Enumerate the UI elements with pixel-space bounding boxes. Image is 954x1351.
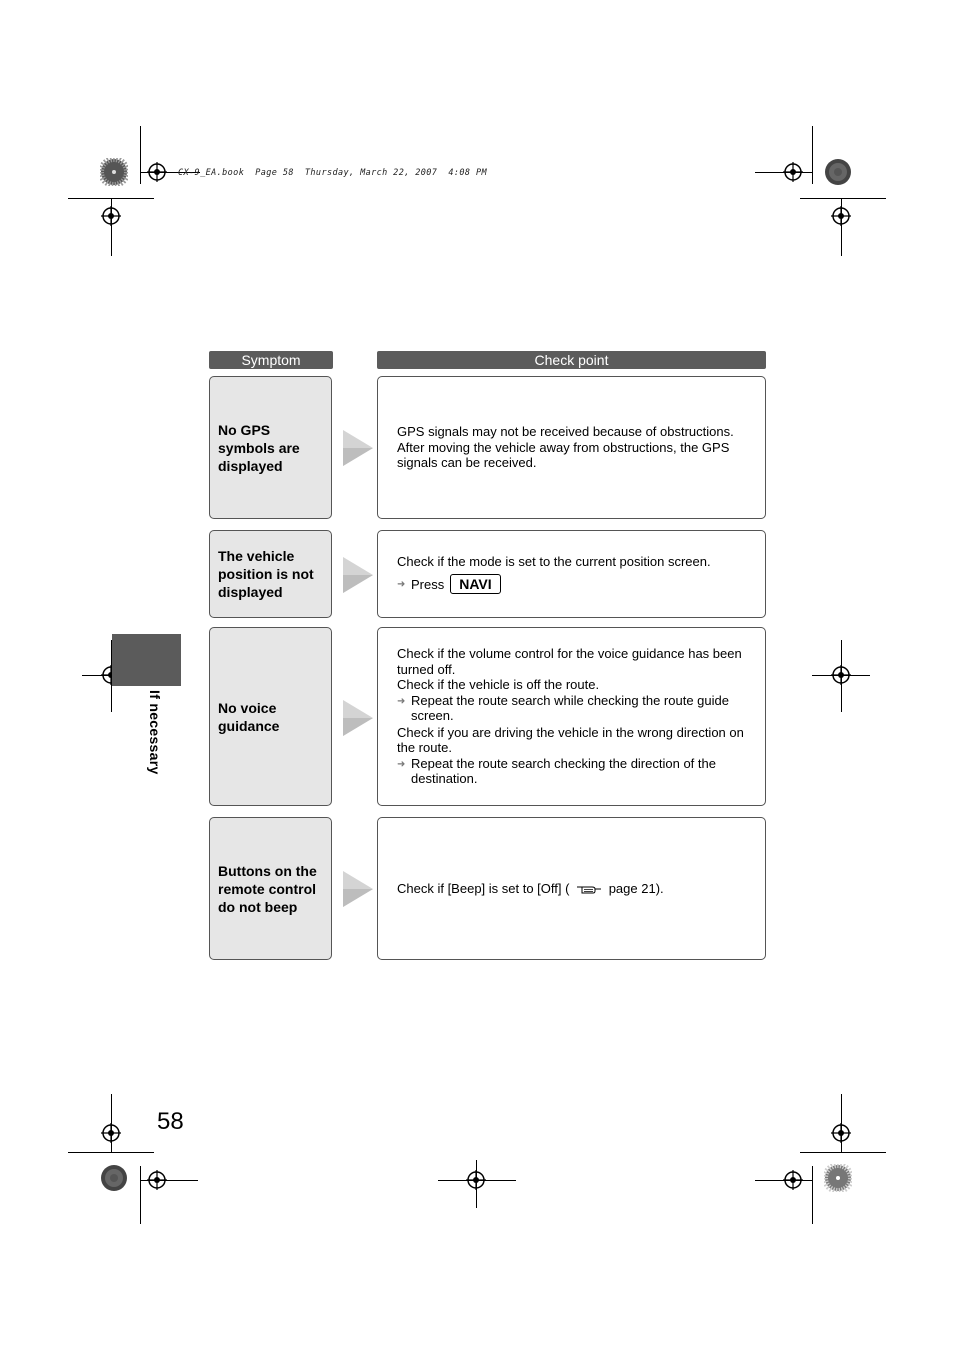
print-info: CX-9_EA.book Page 58 Thursday, March 22, 2007 4:08 PM xyxy=(178,168,487,178)
symptom-header: Symptom xyxy=(209,351,333,369)
symptom-text: No voice guidance xyxy=(218,699,280,734)
crop-line xyxy=(68,1152,154,1153)
action-line xyxy=(397,756,755,787)
check-point-cell xyxy=(377,627,766,806)
triangle-arrow-icon xyxy=(343,430,373,466)
check-text: Check if you are driving the vehicle in the wrong direction on the route. xyxy=(397,724,744,756)
action-line xyxy=(397,693,755,724)
registration-mark-icon xyxy=(141,156,173,188)
crop-line xyxy=(800,198,886,199)
crop-line xyxy=(800,1152,886,1153)
check-point-cell xyxy=(377,817,766,960)
triangle-arrow-icon xyxy=(343,871,373,907)
page-number: 58 xyxy=(157,1108,184,1135)
registration-mark-icon xyxy=(460,1164,492,1196)
check-text: Check if the vehicle is off the route. xyxy=(397,677,600,693)
registration-mark-icon xyxy=(141,1164,173,1196)
right-arrow-icon: ➜ xyxy=(397,758,406,770)
check-text: Check if the volume control for the voice guidance has been turned off. xyxy=(397,646,742,677)
check-point-header: Check point xyxy=(377,351,766,369)
section-label: If necessary xyxy=(147,690,163,775)
check-point-cell xyxy=(377,376,766,519)
starburst-mark-icon xyxy=(824,1164,852,1192)
crop-line xyxy=(812,126,813,184)
press-label: Press xyxy=(411,576,445,592)
section-tab xyxy=(112,634,181,686)
starburst-mark-icon xyxy=(824,158,852,186)
symptom-cell xyxy=(209,817,332,960)
navi-button: NAVI xyxy=(450,574,500,594)
starburst-mark-icon xyxy=(100,1164,128,1192)
symptom-cell xyxy=(209,530,332,618)
registration-mark-icon xyxy=(777,156,809,188)
starburst-mark-icon xyxy=(100,158,128,186)
symptom-cell xyxy=(209,376,332,519)
registration-mark-icon xyxy=(95,200,127,232)
triangle-arrow-icon xyxy=(343,557,373,593)
check-text-after: page 21). xyxy=(608,880,664,896)
press-instruction xyxy=(397,574,755,594)
right-arrow-icon: ➜ xyxy=(397,579,406,590)
right-arrow-icon: ➜ xyxy=(397,695,406,707)
registration-mark-icon xyxy=(825,200,857,232)
action-text: Repeat the route search checking the direction of the destination. xyxy=(411,755,716,787)
registration-mark-icon xyxy=(825,659,857,691)
pointing-hand-icon xyxy=(576,883,602,895)
symptom-text: The vehicle position is not displayed xyxy=(218,548,314,600)
crop-line xyxy=(812,1166,813,1224)
check-text: GPS signals may not be received because of obstructions. After moving the vehicle away from obstructions, the GPS signals can be received. xyxy=(397,424,734,471)
symptom-text: No GPS symbols are displayed xyxy=(218,421,300,474)
registration-mark-icon xyxy=(95,1117,127,1149)
check-text-before: Check if [Beep] is set to [Off] ( xyxy=(397,880,570,896)
check-text xyxy=(397,881,755,897)
registration-mark-icon xyxy=(825,1117,857,1149)
symptom-cell xyxy=(209,627,332,806)
registration-mark-icon xyxy=(777,1164,809,1196)
check-point-cell xyxy=(377,530,766,618)
symptom-text: Buttons on the remote control do not beep xyxy=(218,862,317,915)
check-text: Check if the mode is set to the current position screen. xyxy=(397,553,711,569)
action-text: Repeat the route search while checking the route guide screen. xyxy=(411,692,729,724)
triangle-arrow-icon xyxy=(343,700,373,736)
